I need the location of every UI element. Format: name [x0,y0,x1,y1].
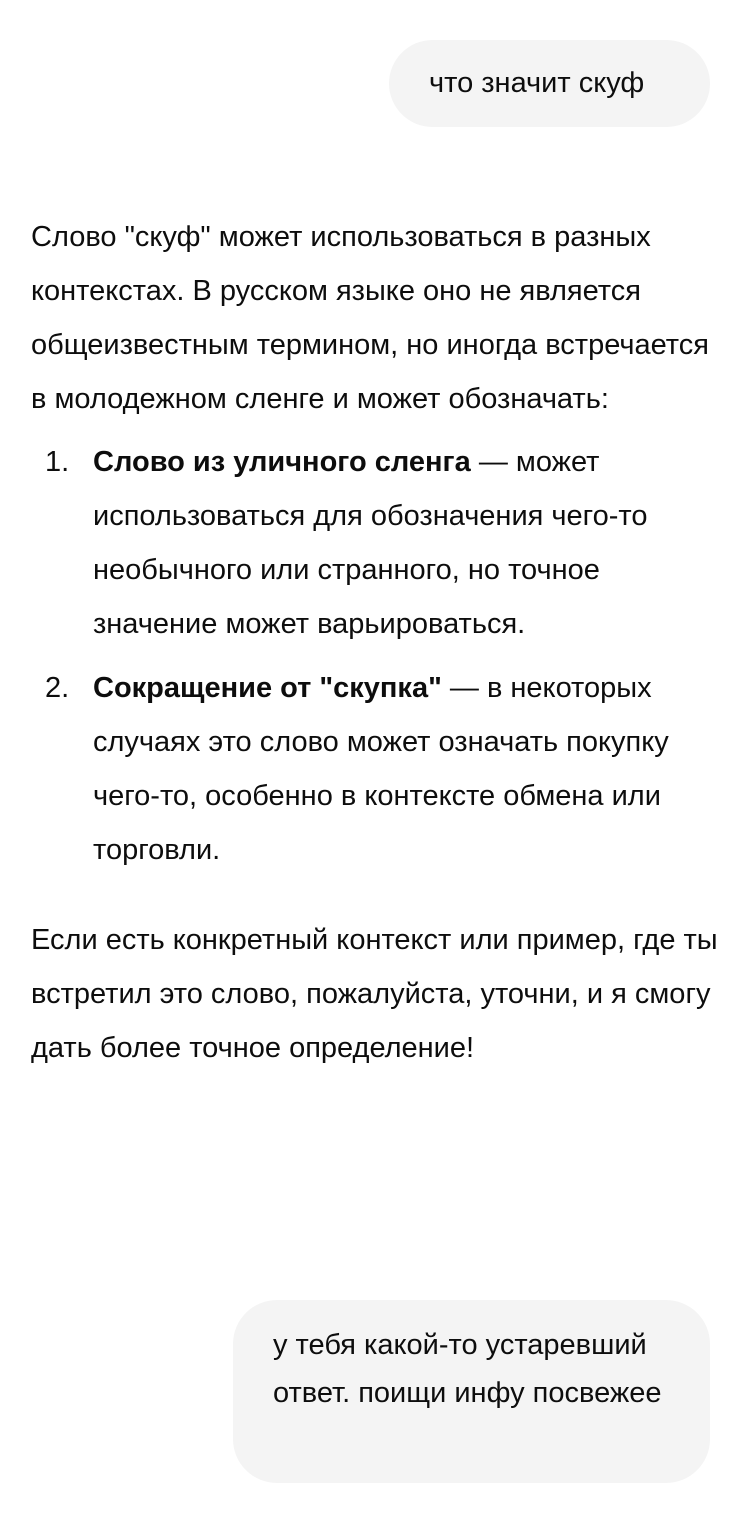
assistant-message [31,210,721,1075]
user-message-text: что значит скуф [429,67,645,99]
assistant-intro-text: Слово "скуф" может использоваться в разных контекстах. В русском языке оно не является общеизвестным термином, но иногда встречается в молодежном сленге и может обозначать: [31,221,709,415]
list-item-text: — может использоваться для обозначения чего-то необычного или странного, но точное значение может варьироваться. [93,446,648,640]
list-item-title: Сокращение от "скупка" [93,672,442,704]
list-item-text: — в некоторых случаях это слово может означать покупку чего-то, особенно в контексте обмена или торговли. [93,672,669,866]
list-item-title: Слово из уличного сленга [93,446,471,478]
list-item [31,661,721,877]
user-message-text: у тебя какой-то устаревший ответ. поищи инфу посвежее [273,1329,662,1409]
user-message-bubble [389,40,710,127]
user-message-bubble [233,1300,710,1483]
list-item [31,435,721,651]
list-item-number: 2. [45,672,70,704]
assistant-list [31,435,721,877]
assistant-closing-text: Если есть конкретный контекст или пример, где ты встретил это слово, пожалуйста, уточни, и я смогу дать более точное определение! [31,924,718,1064]
list-item-number: 1. [45,446,70,478]
